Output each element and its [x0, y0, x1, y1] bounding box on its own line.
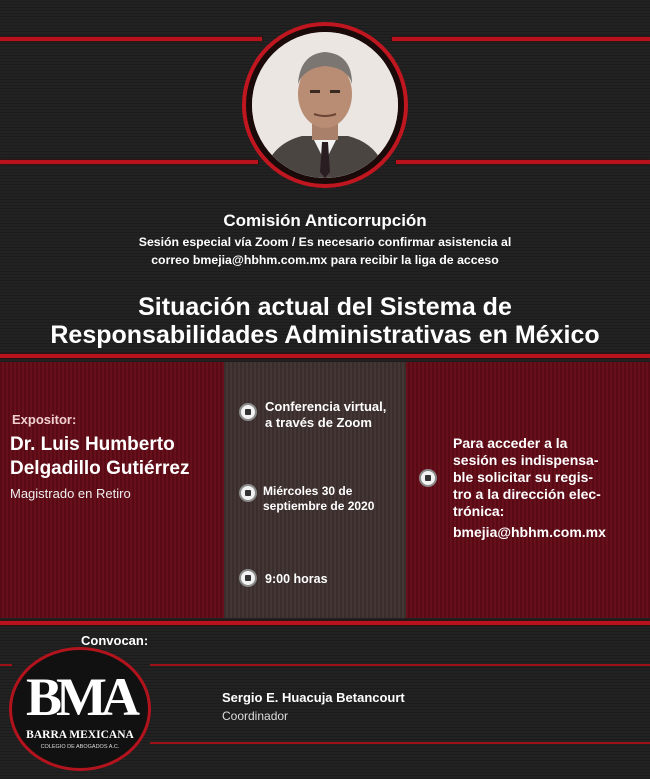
event-date: [263, 484, 374, 514]
session-note-line2: correo bmejia@hbhm.com.mx para recibir la liga de acceso: [151, 253, 499, 267]
speaker-photo-icon: [252, 32, 398, 178]
access-line4: tro a la dirección elec-: [453, 486, 601, 502]
fine-print-vertical: [636, 405, 648, 605]
calendar-icon: [239, 484, 257, 502]
coordinator-name: Sergio E. Huacuja Betancourt: [222, 690, 405, 705]
speaker-name-line2: Delgadillo Gutiérrez: [10, 458, 190, 479]
organizers-label: Convocan:: [81, 633, 149, 648]
top-line-left: [0, 37, 262, 41]
video-conference-icon: [239, 403, 257, 421]
access-line5: trónica:: [453, 503, 505, 519]
registration-icon: [419, 469, 437, 487]
access-line3: ble solicitar su regis-: [453, 469, 594, 485]
band-bottom-line: [0, 621, 650, 625]
event-date-line2: septiembre de 2020: [263, 499, 375, 513]
top-line-right: [392, 37, 650, 41]
speaker-portrait: [252, 32, 398, 178]
talk-title-line1: Situación actual del Sistema de: [138, 293, 512, 321]
speaker-role: Magistrado en Retiro: [10, 486, 131, 501]
bma-logo-name: BARRA MEXICANA: [26, 729, 134, 741]
event-format: [265, 399, 386, 431]
session-note: [0, 233, 650, 269]
registration-email-link[interactable]: bmejia@hbhm.com.mx: [453, 524, 606, 540]
mid-line-left: [0, 160, 258, 164]
footer-line-lower: [150, 742, 650, 744]
bma-logo-mark: BMA: [26, 667, 134, 727]
access-line2: sesión es indispensa-: [453, 452, 599, 468]
bma-logo-subtitle: COLEGIO DE ABOGADOS A.C.: [40, 744, 120, 750]
speaker-name: [10, 433, 189, 481]
talk-title: [0, 293, 650, 349]
band-top-line: [0, 354, 650, 358]
access-line1: Para acceder a la: [453, 435, 568, 451]
footer-line-right: [150, 664, 650, 666]
committee-title: Comisión Anticorrupción: [223, 211, 427, 230]
event-format-line1: Conferencia virtual,: [265, 399, 387, 414]
clock-icon: [239, 569, 257, 587]
talk-title-line2: Responsabilidades Administrativas en México: [50, 321, 600, 349]
speaker-name-line1: Dr. Luis Humberto: [10, 434, 175, 455]
footer-line-left: [0, 664, 12, 666]
event-date-line1: Miércoles 30 de: [263, 484, 353, 498]
session-note-line1: Sesión especial vía Zoom / Es necesario confirmar asistencia al: [138, 235, 512, 249]
event-time: 9:00 horas: [265, 572, 328, 586]
access-instructions: [453, 435, 601, 520]
speaker-label: Expositor:: [12, 412, 77, 427]
mid-line-right: [396, 160, 650, 164]
event-format-line2: a través de Zoom: [265, 415, 372, 430]
coordinator-role: Coordinador: [222, 709, 289, 723]
